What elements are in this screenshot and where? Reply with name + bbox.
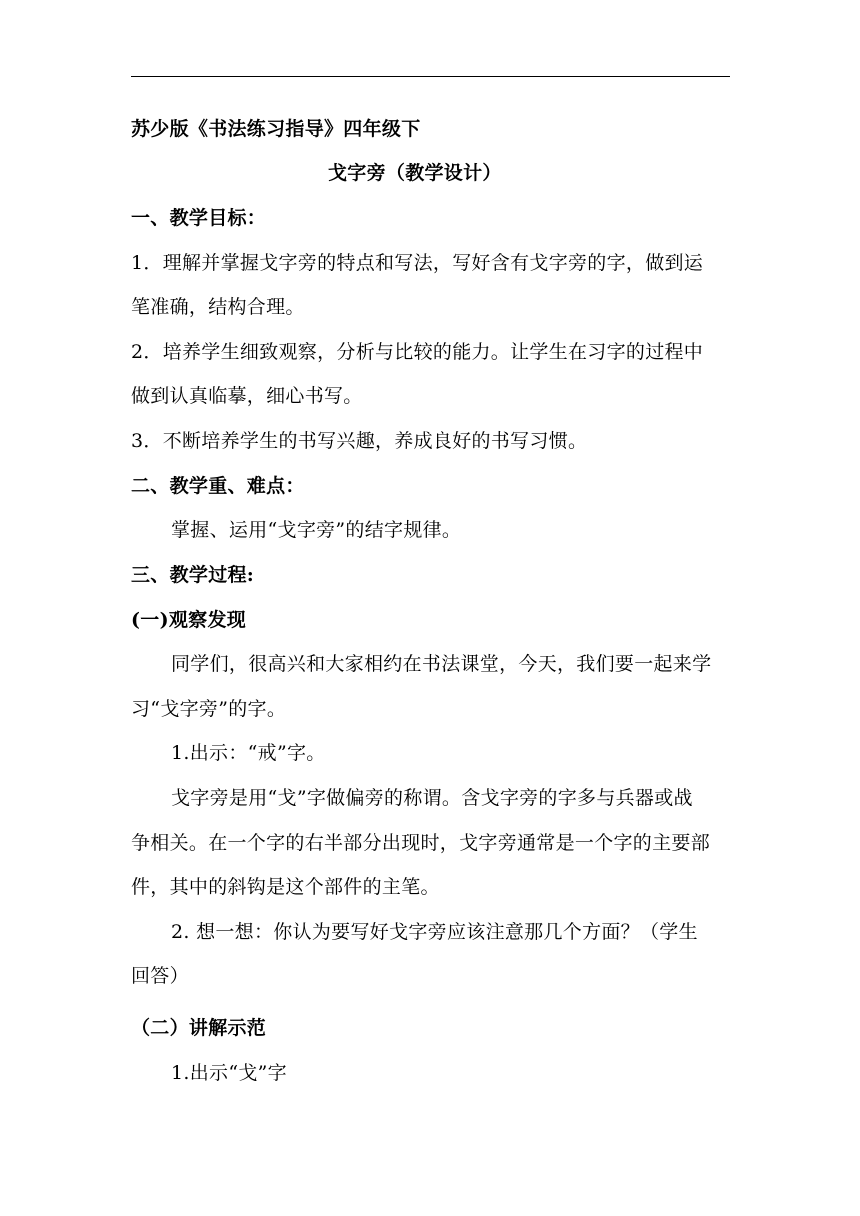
section2-heading: 二、教学重、难点： <box>131 475 305 497</box>
goal-1-line-2: 笔准确，结构合理。 <box>131 296 305 318</box>
intro-line-1: 同学们，很高兴和大家相约在书法课堂，今天，我们要一起来学 <box>171 653 712 675</box>
header-rule <box>131 76 730 77</box>
desc-line-2: 争相关。在一个字的右半部分出现时，戈字旁通常是一个字的主要部 <box>131 832 711 854</box>
show-character-ge: 1.出示“戈”字 <box>171 1062 287 1084</box>
intro-line-2: 习“戈字旁”的字。 <box>131 698 287 720</box>
part1-heading: (一)观察发现 <box>131 609 247 631</box>
part2-heading: （二）讲解示范 <box>131 1017 267 1039</box>
desc-line-3: 件，其中的斜钩是这个部件的主笔。 <box>131 876 440 898</box>
think-line-1: 2. 想一想：你认为要写好戈字旁应该注意那几个方面？（学生 <box>171 921 698 943</box>
goal-2-line-1: 2．培养学生细致观察，分析与比较的能力。让学生在习字的过程中 <box>131 341 704 363</box>
show-character-jie: 1.出示：“戒”字。 <box>171 742 326 764</box>
desc-line-1: 戈字旁是用“戈”字做偏旁的称谓。含戈字旁的字多与兵器或战 <box>171 787 693 809</box>
think-line-2: 回答） <box>131 965 189 987</box>
goal-3: 3．不断培养学生的书写兴趣，养成良好的书写习惯。 <box>131 430 588 452</box>
goal-2-line-2: 做到认真临摹，细心书写。 <box>131 385 363 407</box>
section3-heading: 三、教学过程: <box>131 564 255 586</box>
goal-1-line-1: 1．理解并掌握戈字旁的特点和写法，写好含有戈字旁的字，做到运 <box>131 252 704 274</box>
key-point-text: 掌握、运用“戈字旁”的结字规律。 <box>171 519 462 541</box>
book-title: 苏少版《书法练习指导》四年级下 <box>131 118 421 140</box>
section1-heading: 一、教学目标： <box>131 207 267 229</box>
lesson-title: 戈字旁（教学设计） <box>328 162 502 184</box>
